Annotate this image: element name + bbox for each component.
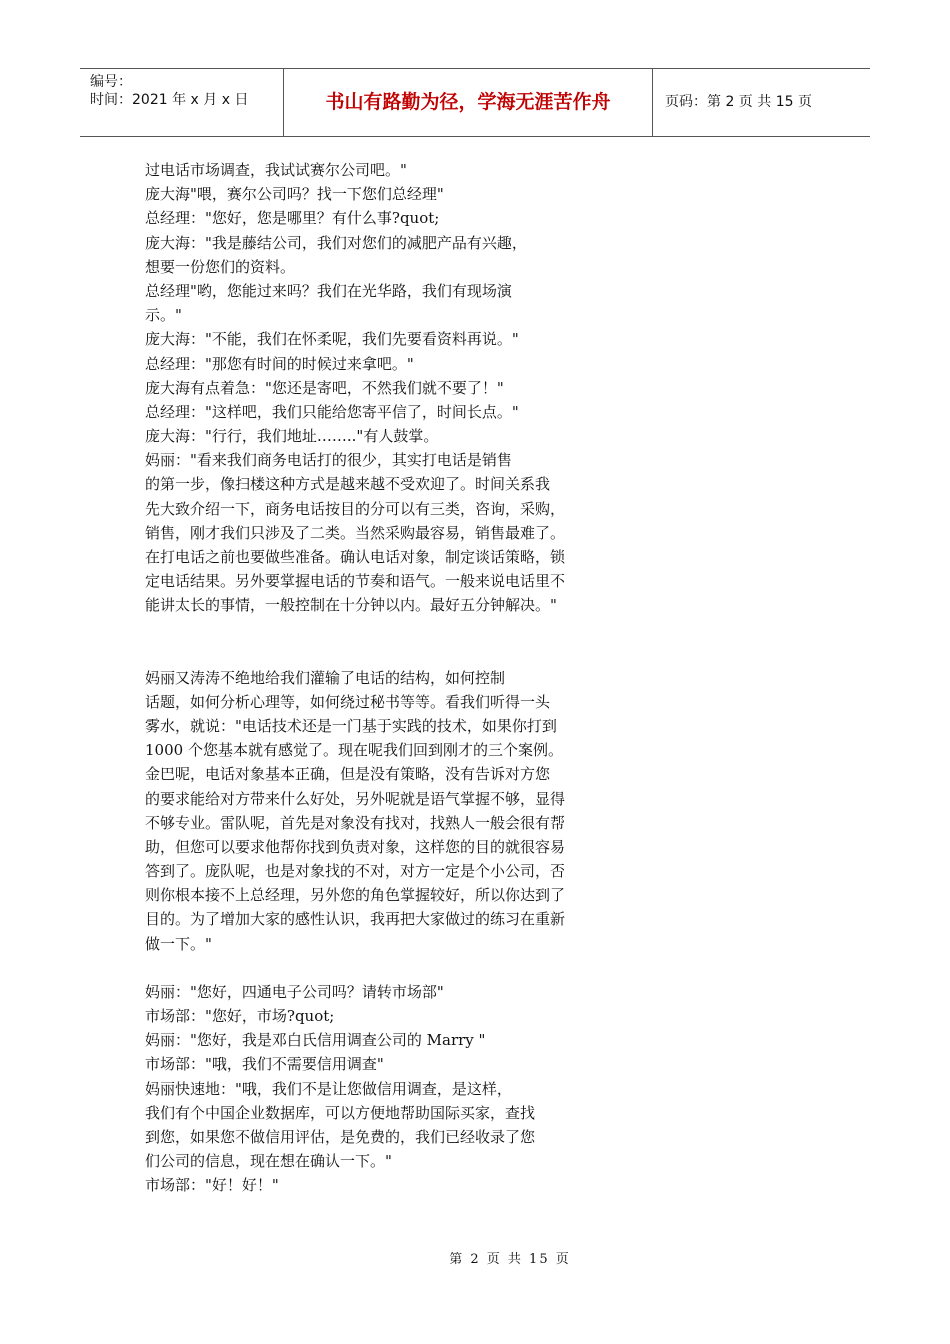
text-line: 庞大海："我是藤结公司，我们对您们的减肥产品有兴趣， xyxy=(145,233,527,252)
text-line: 庞大海"喂，赛尔公司吗？找一下您们总经理" xyxy=(145,185,444,204)
text-line: 定电话结果。另外要掌握电话的节奏和语气。一般来说电话里不 xyxy=(145,572,566,591)
narrative-block-2 xyxy=(145,666,625,956)
text-line: 雾水，就说："电话技术还是一门基于实践的技术，如果你打到 xyxy=(145,716,557,735)
header-motto: 书山有路勤为径，学海无涯苦作舟 xyxy=(284,69,653,136)
page-footer: 第 2 页 共 15 页 xyxy=(449,1252,571,1267)
text-line: 答到了。庞队呢，也是对象找的不对，对方一定是个小公司，否 xyxy=(145,862,566,881)
text-line: 则你根本接不上总经理，另外您的角色掌握较好，所以你达到了 xyxy=(145,886,566,905)
text-line: 在打电话之前也要做些准备。确认电话对象，制定谈话策略，锁 xyxy=(145,548,566,566)
text-line: 总经理"哟，您能过来吗？我们在光华路，我们有现场演 xyxy=(145,281,512,300)
text-line: 妈丽："您好，我是邓白氏信用调查公司的 Marry " xyxy=(145,1031,486,1050)
text-line: 庞大海："不能，我们在怀柔呢，我们先要看资料再说。" xyxy=(145,330,519,349)
number-label: 编号： xyxy=(90,74,132,90)
text-line: 市场部："您好，市场?quot; xyxy=(145,1007,335,1025)
dialogue-block-3 xyxy=(145,980,625,1198)
text-line: 助，但您可以要求他帮你找到负责对象，这样您的目的就很容易 xyxy=(145,837,566,856)
text-line: 市场部："哦，我们不需要信用调查" xyxy=(145,1055,384,1074)
text-line: 到您，如果您不做信用评估，是免费的，我们已经收录了您 xyxy=(145,1127,536,1146)
text-line: 妈丽快速地："哦，我们不是让您做信用调查，是这样， xyxy=(145,1079,512,1098)
text-line: 过电话市场调查，我试试赛尔公司吧。" xyxy=(145,161,407,179)
paragraph-spacer xyxy=(145,618,625,666)
text-line: 的要求能给对方带来什么好处，另外呢就是语气掌握不够，显得 xyxy=(145,789,566,808)
text-line: 目的。为了增加大家的感性认识，我再把大家做过的练习在重新 xyxy=(145,910,566,929)
text-line: 金巴呢，电话对象基本正确，但是没有策略，没有告诉对方您 xyxy=(145,765,551,784)
text-line: 总经理："这样吧，我们只能给您寄平信了，时间长点。" xyxy=(145,402,519,421)
paragraph-spacer xyxy=(145,956,625,980)
dialogue-block-1 xyxy=(145,158,625,618)
text-line: 想要一份您们的资料。 xyxy=(145,257,296,276)
document-body xyxy=(145,158,625,1198)
text-line: 妈丽："您好，四通电子公司吗？请转市场部" xyxy=(145,982,444,1001)
text-line: 市场部："好！好！" xyxy=(145,1176,279,1195)
text-line: 销售，刚才我们只涉及了二类。当然采购最容易，销售最难了。 xyxy=(145,523,566,542)
header-meta xyxy=(80,69,284,136)
text-line: 先大致介绍一下，商务电话按目的分可以有三类，咨询，采购， xyxy=(145,499,566,518)
header-page-info: 页码：第 2 页 共 15 页 xyxy=(665,94,812,110)
text-line: 妈丽："看来我们商务电话打的很少，其实打电话是销售 xyxy=(145,451,512,470)
text-line: 妈丽又涛涛不绝地给我们灌输了电话的结构，如何控制 xyxy=(145,668,506,687)
text-line: 不够专业。雷队呢，首先是对象没有找对，找熟人一般会很有帮 xyxy=(145,813,566,832)
text-line: 庞大海有点着急："您还是寄吧，不然我们就不要了！" xyxy=(145,378,504,397)
page-header xyxy=(80,68,870,137)
text-line: 的第一步，像扫楼这种方式是越来越不受欢迎了。时间关系我 xyxy=(145,475,551,494)
text-line: 示。" xyxy=(145,306,182,325)
text-line: 我们有个中国企业数据库，可以方便地帮助国际买家，查找 xyxy=(145,1103,536,1122)
text-line: 总经理："那您有时间的时候过来拿吧。" xyxy=(145,354,414,373)
date-label: 时间：2021 年 x 月 x 日 xyxy=(90,92,249,108)
text-line: 总经理："您好，您是哪里？有什么事?quot; xyxy=(145,209,440,228)
text-line: 1000 个您基本就有感觉了。现在呢我们回到刚才的三个案例。 xyxy=(145,741,563,760)
text-line: 话题，如何分析心理等，如何绕过秘书等等。看我们听得一头 xyxy=(145,692,551,711)
text-line: 庞大海："行行，我们地址…….."有人鼓掌。 xyxy=(145,427,439,446)
text-line: 能讲太长的事情，一般控制在十分钟以内。最好五分钟解决。" xyxy=(145,596,557,615)
text-line: 做一下。" xyxy=(145,934,212,953)
text-line: 们公司的信息，现在想在确认一下。" xyxy=(145,1152,392,1171)
